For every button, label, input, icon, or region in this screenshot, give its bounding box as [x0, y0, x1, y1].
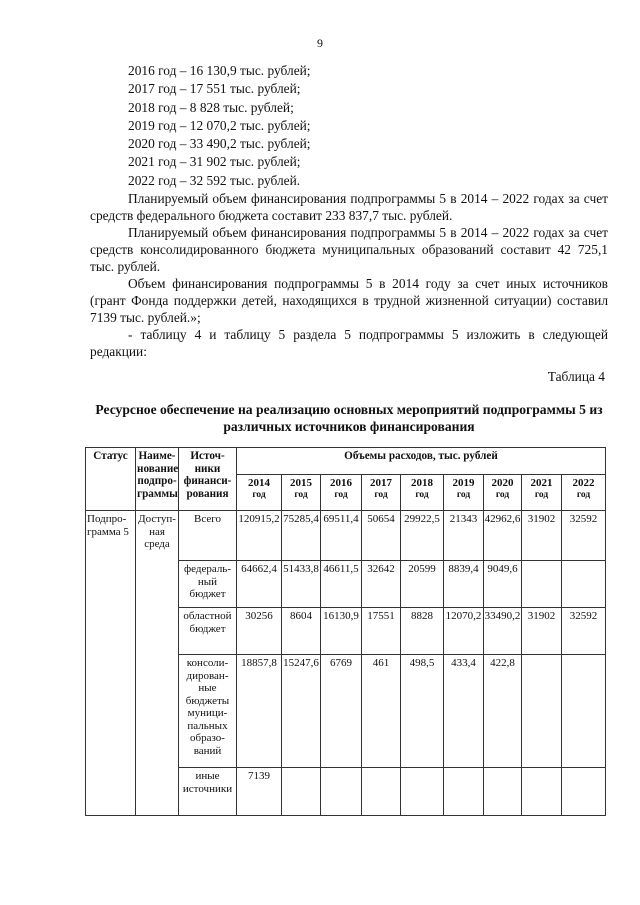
year: 2016	[330, 477, 352, 490]
source-cell: консоли-дирован-ные бюджеты муници-пальных образо-ваний	[179, 655, 237, 768]
value-cell: 69511,4	[321, 511, 362, 561]
table-row	[86, 511, 606, 561]
value-cell: 31902	[522, 511, 562, 561]
year-header	[401, 475, 444, 511]
value-cell	[522, 655, 562, 768]
year-suffix: год	[374, 490, 388, 501]
year: 2021	[530, 477, 553, 490]
value-cell	[522, 561, 562, 608]
source-cell: иные источники	[179, 768, 237, 816]
year-header	[522, 475, 562, 511]
value-cell: 8604	[282, 608, 321, 655]
header-volumes: Объемы расходов, тыс. рублей	[237, 448, 606, 475]
paragraph: Объем финансирования подпрограммы 5 в 2014 году за счет иных источников (грант Фонда поддержки детей, находящихся в трудной жизненной ситуации) составил 7139 тыс. рублей.»;	[90, 276, 608, 326]
value-cell: 50654	[362, 511, 401, 561]
year: 2017	[370, 477, 392, 490]
year-line: 2022 год – 32 592 тыс. рублей.	[128, 172, 301, 188]
year-header	[321, 475, 362, 511]
year-line: 2019 год – 12 070,2 тыс. рублей;	[128, 117, 311, 133]
value-cell	[282, 768, 321, 816]
year-line: 2021 год – 31 902 тыс. рублей;	[128, 154, 301, 170]
value-cell: 7139	[237, 768, 282, 816]
value-cell	[401, 768, 444, 816]
value-cell: 51433,8	[282, 561, 321, 608]
year-line: 2018 год – 8 828 тыс. рублей;	[128, 99, 294, 115]
year-suffix: год	[334, 490, 348, 501]
year: 2022	[572, 477, 595, 490]
value-cell	[484, 768, 522, 816]
paragraph: Планируемый объем финансирования подпрограммы 5 в 2014 – 2022 годах за счет средств федерального бюджета составит 233 837,7 тыс. рублей.	[90, 191, 608, 224]
paragraph: - таблицу 4 и таблицу 5 раздела 5 подпрограммы 5 изложить в следующей редакции:	[90, 327, 608, 360]
source-cell: Всего	[179, 511, 237, 561]
value-cell: 433,4	[444, 655, 484, 768]
value-cell: 461	[362, 655, 401, 768]
value-cell: 15247,6	[282, 655, 321, 768]
name-cell: Доступ-ная среда	[136, 511, 179, 816]
value-cell: 16130,9	[321, 608, 362, 655]
year: 2019	[452, 477, 475, 490]
year-suffix: год	[415, 490, 429, 501]
page-number: 9	[317, 36, 323, 50]
value-cell: 20599	[401, 561, 444, 608]
value-cell	[562, 768, 606, 816]
value-cell: 32592	[562, 608, 606, 655]
value-cell: 32592	[562, 511, 606, 561]
value-cell: 18857,8	[237, 655, 282, 768]
year-suffix: год	[495, 490, 510, 501]
year-line: 2020 год – 33 490,2 тыс. рублей;	[128, 136, 311, 152]
value-cell: 32642	[362, 561, 401, 608]
year-header	[237, 475, 282, 511]
year-suffix: год	[534, 490, 549, 501]
resource-table	[85, 447, 606, 816]
value-cell: 9049,6	[484, 561, 522, 608]
header-name: Наиме-нование подпро-граммы	[136, 448, 179, 511]
year-suffix: год	[294, 490, 308, 501]
year: 2020	[491, 477, 514, 490]
year: 2018	[411, 477, 433, 490]
year-header	[484, 475, 522, 511]
year: 2015	[290, 477, 312, 490]
year-header	[362, 475, 401, 511]
year-suffix: год	[576, 490, 591, 501]
value-cell: 29922,5	[401, 511, 444, 561]
value-cell: 46611,5	[321, 561, 362, 608]
value-cell	[321, 768, 362, 816]
year-header	[444, 475, 484, 511]
value-cell: 21343	[444, 511, 484, 561]
value-cell: 12070,2	[444, 608, 484, 655]
year-suffix: год	[252, 490, 266, 501]
year-header	[562, 475, 606, 511]
table-label: Таблица 4	[547, 369, 605, 385]
year-line: 2017 год – 17 551 тыс. рублей;	[128, 81, 301, 97]
year: 2014	[248, 477, 270, 490]
source-cell: областной бюджет	[179, 608, 237, 655]
paragraph: Планируемый объем финансирования подпрограммы 5 в 2014 – 2022 годах за счет средств консолидированного бюджета муниципальных образований составит 42 725,1 тыс. рублей.	[90, 225, 608, 275]
table-title: Ресурсное обеспечение на реализацию основных мероприятий подпрограммы 5 из различных источников финансирования	[95, 402, 603, 435]
year-suffix: год	[456, 490, 471, 501]
header-status: Статус	[86, 448, 136, 511]
value-cell: 42962,6	[484, 511, 522, 561]
value-cell	[562, 561, 606, 608]
year-header	[282, 475, 321, 511]
value-cell	[444, 768, 484, 816]
value-cell: 31902	[522, 608, 562, 655]
value-cell	[562, 655, 606, 768]
value-cell: 30256	[237, 608, 282, 655]
value-cell: 120915,2	[237, 511, 282, 561]
value-cell: 17551	[362, 608, 401, 655]
value-cell: 422,8	[484, 655, 522, 768]
value-cell	[362, 768, 401, 816]
year-list	[90, 62, 608, 190]
value-cell: 64662,4	[237, 561, 282, 608]
paragraphs	[90, 190, 608, 360]
source-cell: федераль-ный бюджет	[179, 561, 237, 608]
year-line: 2016 год – 16 130,9 тыс. рублей;	[128, 63, 311, 78]
value-cell: 33490,2	[484, 608, 522, 655]
value-cell: 6769	[321, 655, 362, 768]
value-cell: 8839,4	[444, 561, 484, 608]
document-body	[87, 62, 608, 816]
header-source: Источ-ники финанси-рования	[179, 448, 237, 511]
value-cell: 498,5	[401, 655, 444, 768]
status-cell: Подпро-грамма 5	[86, 511, 136, 816]
value-cell	[522, 768, 562, 816]
value-cell: 8828	[401, 608, 444, 655]
value-cell: 75285,4	[282, 511, 321, 561]
